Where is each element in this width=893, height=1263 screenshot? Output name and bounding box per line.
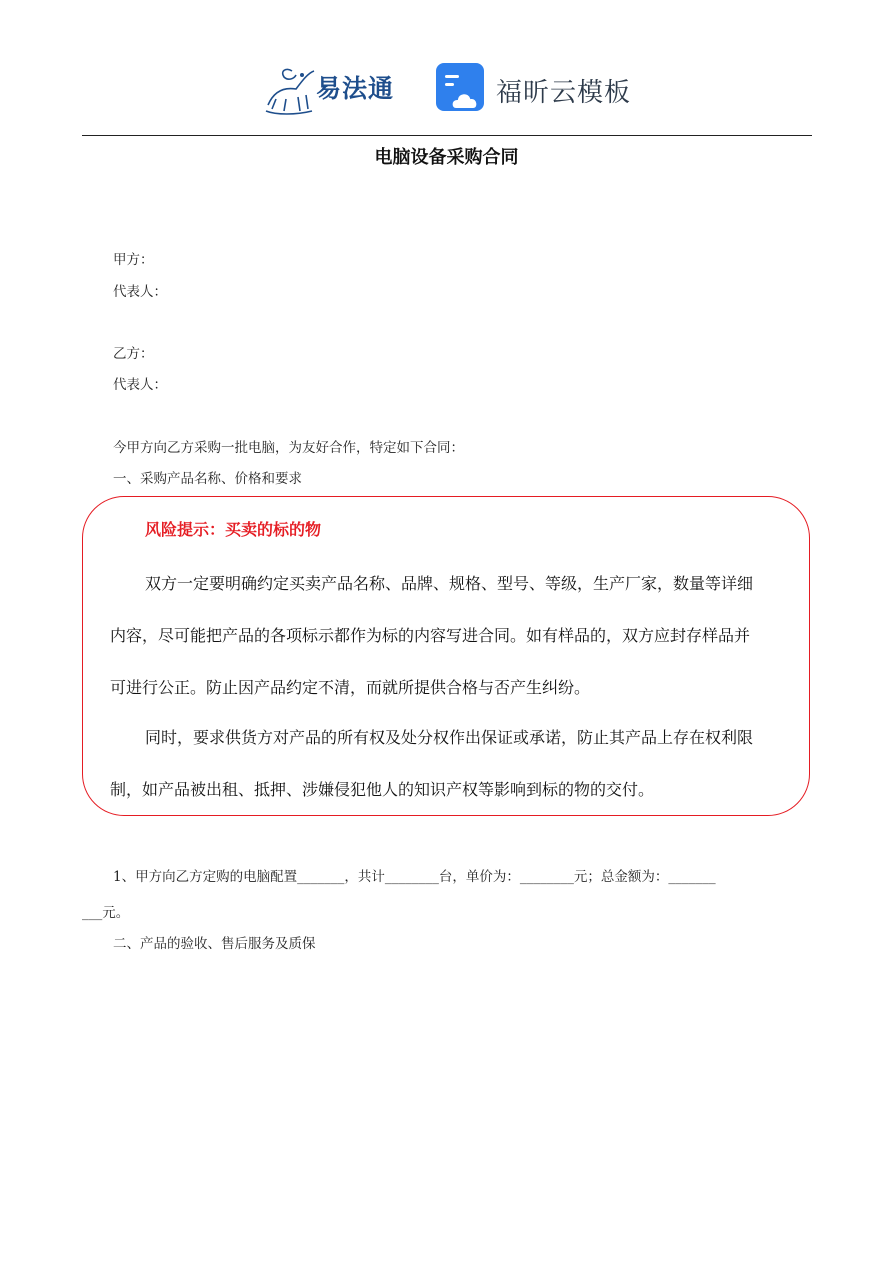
intro-paragraph: 今甲方向乙方采购一批电脑，为友好合作，特定如下合同： (113, 440, 464, 456)
party-a-rep-label: 代表人： (113, 284, 167, 300)
cloud-template-icon (436, 63, 488, 115)
risk-warning-box (82, 496, 810, 816)
header (0, 55, 893, 125)
item-1-line: 1、甲方向乙方定购的电脑配置_______，共计________台，单价为：________元；总金额为：_______ (113, 869, 716, 885)
section-2-heading: 二、产品的验收、售后服务及质保 (113, 936, 316, 952)
section-1-heading: 一、采购产品名称、价格和要求 (113, 471, 302, 487)
party-b-rep-label: 代表人： (113, 377, 167, 393)
risk-line: 可进行公正。防止因产品约定不清，而就所提供合格与否产生纠纷。 (110, 678, 591, 697)
risk-line: 制，如产品被出租、抵押、涉嫌侵犯他人的知识产权等影响到标的物的交付。 (110, 780, 655, 799)
logo-yifatong-text: 易法通 (316, 74, 395, 103)
header-divider (82, 135, 812, 136)
party-a-label: 甲方： (113, 252, 154, 268)
risk-line: 内容，尽可能把产品的各项标示都作为标的内容写进合同。如有样品的，双方应封存样品并 (110, 626, 751, 645)
party-b-label: 乙方： (113, 346, 154, 362)
item-1-line-continued: ___元。 (82, 905, 130, 921)
logo-fuxin-text: 福昕云模板 (496, 78, 632, 108)
document-title: 电脑设备采购合同 (374, 147, 519, 168)
risk-line: 同时，要求供货方对产品的所有权及处分权作出保证或承诺，防止其产品上存在权利限 (145, 728, 754, 747)
risk-line: 双方一定要明确约定买卖产品名称、品牌、规格、型号、等级，生产厂家，数量等详细 (145, 574, 754, 593)
risk-title: 风险提示：买卖的标的物 (145, 520, 322, 539)
